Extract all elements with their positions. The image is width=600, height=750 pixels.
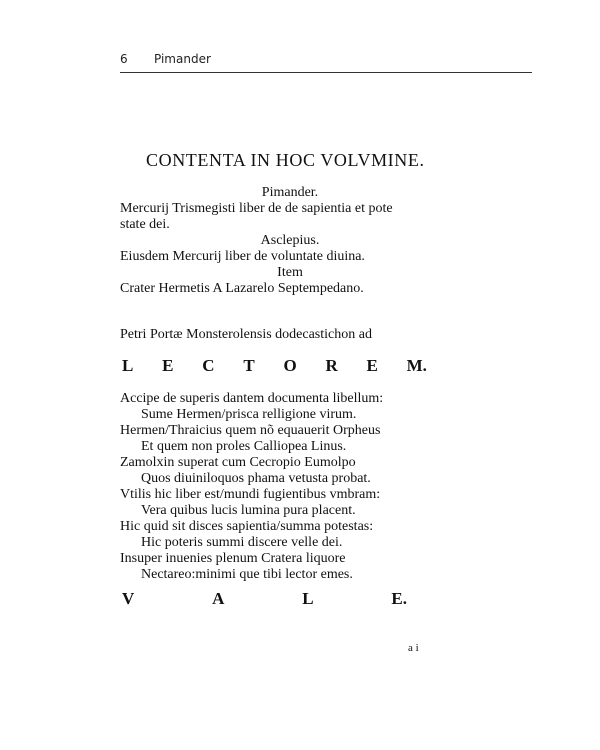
running-head [120, 52, 211, 66]
page-number: 6 [120, 52, 128, 66]
poem-line: Sume Hermen/prisca relligione virum. [141, 407, 357, 422]
heading-letter: T [243, 356, 255, 375]
heading-letter: L [122, 356, 134, 375]
poem-line: Insuper inuenies plenum Cratera liquore [120, 551, 346, 566]
contents-line: Eiusdem Mercurij liber de voluntate diuina. [120, 249, 365, 264]
contents-line: Crater Hermetis A Lazarelo Septempedano. [120, 281, 364, 296]
poem-line: Hic poteris summi discere velle dei. [141, 535, 343, 550]
heading-letter: E [162, 356, 174, 375]
contents-line: Mercurij Trismegisti liber de de sapientia et pote [120, 201, 393, 216]
heading-letter: E [366, 356, 378, 375]
poem-line: Nectareo:minimi que tibi lector emes. [141, 567, 353, 582]
heading-letter: O [283, 356, 297, 375]
heading-letter: M. [406, 356, 427, 375]
section-gap [120, 297, 460, 327]
lectorem-heading [122, 356, 427, 376]
page-text [120, 150, 460, 609]
contents-line: state dei. [120, 217, 170, 232]
poem-line: Accipe de superis dantem documenta libellum: [120, 391, 384, 406]
poem-line: Vtilis hic liber est/mundi fugientibus vmbram: [120, 487, 381, 502]
closing-letter: L [302, 589, 314, 608]
heading-letter: C [202, 356, 215, 375]
poem-line: Zamolxin superat cum Cecropio Eumolpo [120, 455, 356, 470]
page-title: CONTENTA IN HOC VOLVMINE. [146, 150, 425, 170]
contents-line: Pimander. [261, 185, 319, 200]
dedication-line: Petri Portæ Monsterolensis dodecastichon ad [120, 327, 372, 342]
closing-letter: E. [391, 589, 407, 608]
signature-mark: a i [408, 642, 419, 654]
running-title: Pimander [154, 52, 211, 66]
poem-line: Et quem non proles Calliopea Linus. [141, 439, 347, 454]
contents-line: Asclepius. [260, 233, 320, 248]
poem-line: Quos diuiniloquos phama vetusta probat. [141, 471, 371, 486]
header-rule [120, 72, 532, 73]
poem [120, 391, 460, 583]
contents-line: Item [277, 265, 303, 280]
closing-letter: V [122, 589, 135, 608]
poem-line: Hermen/Thraicius quem nõ equauerit Orpheus [120, 423, 381, 438]
contents-list [120, 185, 460, 297]
poem-line: Vera quibus lucis lumina pura placent. [141, 503, 356, 518]
poem-line: Hic quid sit disces sapientia/summa potestas: [120, 519, 374, 534]
vale-closing [122, 589, 407, 609]
closing-letter: A [212, 589, 225, 608]
heading-letter: R [325, 356, 338, 375]
